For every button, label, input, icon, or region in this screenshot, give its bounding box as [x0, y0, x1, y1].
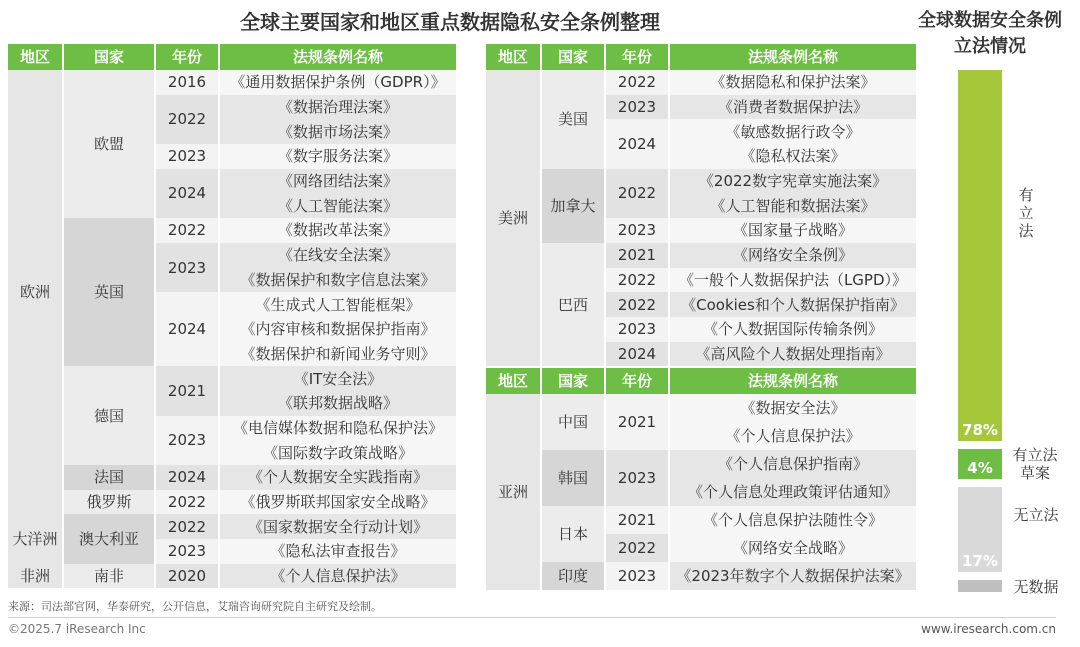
law-cell: 《2022数字宪章实施法案》 — [670, 169, 916, 194]
year-cell: 2023 — [156, 539, 218, 564]
year-cell: 2016 — [156, 70, 218, 95]
law-cell: 《网络团结法案》 — [220, 169, 456, 194]
header-year: 年份 — [606, 44, 668, 70]
bar-segment-legislated — [958, 70, 1002, 441]
region-cell: 非洲 — [8, 564, 62, 589]
country-cell: 南非 — [64, 564, 154, 589]
country-cell: 巴西 — [542, 243, 604, 366]
year-cell: 2023 — [606, 95, 668, 120]
year-cell: 2023 — [156, 416, 218, 465]
law-cell: 《个人信息保护法随性令》 — [670, 506, 916, 534]
law-cell: 《消费者数据保护法》 — [670, 95, 916, 120]
region-cell: 欧洲 — [8, 70, 62, 514]
country-cell: 德国 — [64, 366, 154, 465]
law-cell: 《人工智能法案》 — [220, 193, 456, 218]
bar-value-label: 78% — [962, 421, 998, 440]
law-cell: 《国际数字政策战略》 — [220, 440, 456, 465]
year-cell: 2022 — [606, 268, 668, 293]
law-cell: 《隐私权法案》 — [670, 144, 916, 169]
year-cell: 2022 — [156, 490, 218, 515]
country-cell: 中国 — [542, 394, 604, 450]
header-law: 法规条例名称 — [220, 44, 456, 70]
year-cell: 2024 — [606, 119, 668, 168]
country-cell: 加拿大 — [542, 169, 604, 243]
law-cell: 《数据改革法案》 — [220, 218, 456, 243]
right-bottom-table — [486, 368, 916, 590]
header-year: 年份 — [156, 44, 218, 70]
year-cell: 2022 — [606, 292, 668, 317]
country-cell: 俄罗斯 — [64, 490, 154, 515]
year-cell: 2021 — [156, 366, 218, 415]
law-cell: 《数据保护和数字信息法案》 — [220, 268, 456, 293]
law-cell: 《俄罗斯联邦国家安全战略》 — [220, 490, 456, 515]
bar-segment-no-data — [958, 580, 1002, 592]
law-cell: 《在线安全法案》 — [220, 243, 456, 268]
country-cell: 法国 — [64, 465, 154, 490]
copyright: ©2025.7 iResearch Inc — [8, 622, 146, 636]
law-cell: 《数据保护和新闻业务守则》 — [220, 342, 456, 367]
law-cell: 《通用数据保护条例（GDPR）》 — [220, 70, 456, 95]
bar-label-legislated: 有立法 — [1018, 186, 1034, 240]
year-cell: 2023 — [156, 243, 218, 292]
left-table — [8, 44, 456, 588]
side-chart-title: 全球数据安全条例立法情况 — [918, 10, 1062, 57]
year-cell: 2021 — [606, 506, 668, 534]
law-cell: 《电信媒体数据和隐私保护法》 — [220, 416, 456, 441]
year-cell: 2023 — [606, 562, 668, 590]
source-note: 来源：司法部官网，华泰研究，公开信息，艾瑞咨询研究院自主研究及绘制。 — [8, 600, 382, 613]
law-cell: 《一般个人数据保护法（LGPD）》 — [670, 268, 916, 293]
law-cell: 《2023年数字个人数据保护法案》 — [670, 562, 916, 590]
law-cell: 《个人信息保护指南》 — [670, 450, 916, 478]
year-cell: 2022 — [606, 169, 668, 218]
law-cell: 《IT安全法》 — [220, 366, 456, 391]
country-cell: 英国 — [64, 218, 154, 366]
law-cell: 《联邦数据战略》 — [220, 391, 456, 416]
country-cell: 日本 — [542, 506, 604, 562]
country-cell: 欧盟 — [64, 70, 154, 218]
law-cell: 《个人数据国际传输条例》 — [670, 317, 916, 342]
year-cell: 2022 — [156, 218, 218, 243]
year-cell: 2023 — [156, 144, 218, 169]
law-cell: 《网络安全条例》 — [670, 243, 916, 268]
law-cell: 《国家数据安全行动计划》 — [220, 514, 456, 539]
law-cell: 《数据隐私和保护法案》 — [670, 70, 916, 95]
law-cell: 《网络安全战略》 — [670, 534, 916, 562]
site-url: www.iresearch.com.cn — [921, 622, 1056, 636]
law-cell: 《国家量子战略》 — [670, 218, 916, 243]
year-cell: 2023 — [606, 317, 668, 342]
header-region: 地区 — [8, 44, 62, 70]
year-cell: 2020 — [156, 564, 218, 589]
country-cell: 美国 — [542, 70, 604, 169]
bar-value-label: 17% — [962, 551, 998, 570]
law-cell: 《Cookies和个人数据保护指南》 — [670, 292, 916, 317]
law-cell: 《个人信息处理政策评估通知》 — [670, 478, 916, 506]
year-cell: 2021 — [606, 243, 668, 268]
right-top-table — [486, 44, 916, 366]
law-cell: 《数据市场法案》 — [220, 119, 456, 144]
law-cell: 《个人信息保护法》 — [220, 564, 456, 589]
year-cell: 2023 — [606, 450, 668, 506]
law-cell: 《个人数据安全实践指南》 — [220, 465, 456, 490]
year-cell: 2022 — [156, 514, 218, 539]
law-cell: 《个人信息保护法》 — [670, 422, 916, 450]
region-cell: 美洲 — [486, 70, 540, 366]
legislation-bar — [958, 70, 1002, 592]
law-cell: 《数据治理法案》 — [220, 95, 456, 120]
year-cell: 2021 — [606, 394, 668, 450]
bar-segment-none — [958, 487, 1002, 572]
law-cell: 《人工智能和数据法案》 — [670, 193, 916, 218]
law-cell: 《内容审核和数据保护指南》 — [220, 317, 456, 342]
bar-label-no-data: 无数据 — [1013, 578, 1059, 596]
law-cell: 《隐私法审查报告》 — [220, 539, 456, 564]
year-cell: 2022 — [156, 95, 218, 144]
header-country: 国家 — [542, 368, 604, 394]
law-cell: 《生成式人工智能框架》 — [220, 292, 456, 317]
bar-label-none: 无立法 — [1013, 506, 1059, 524]
footer-divider — [8, 617, 1056, 618]
header-year: 年份 — [606, 368, 668, 394]
year-cell: 2022 — [606, 70, 668, 95]
header-country: 国家 — [542, 44, 604, 70]
law-cell: 《数据安全法》 — [670, 394, 916, 422]
bar-label-draft: 有立法草案 — [1012, 446, 1058, 482]
country-cell: 韩国 — [542, 450, 604, 506]
header-region: 地区 — [486, 368, 540, 394]
country-cell: 澳大利亚 — [64, 514, 154, 563]
bar-segment-draft — [958, 449, 1002, 479]
year-cell: 2022 — [606, 534, 668, 562]
year-cell: 2024 — [156, 292, 218, 366]
header-law: 法规条例名称 — [670, 368, 916, 394]
year-cell: 2023 — [606, 218, 668, 243]
header-region: 地区 — [486, 44, 540, 70]
header-law: 法规条例名称 — [670, 44, 916, 70]
year-cell: 2024 — [156, 465, 218, 490]
year-cell: 2024 — [156, 169, 218, 218]
region-cell: 大洋洲 — [8, 514, 62, 563]
page-title: 全球主要国家和地区重点数据隐私安全条例整理 — [240, 10, 660, 34]
year-cell: 2024 — [606, 342, 668, 367]
law-cell: 《高风险个人数据处理指南》 — [670, 342, 916, 367]
bar-value-label: 4% — [967, 459, 993, 478]
header-country: 国家 — [64, 44, 154, 70]
law-cell: 《敏感数据行政令》 — [670, 119, 916, 144]
country-cell: 印度 — [542, 562, 604, 590]
law-cell: 《数字服务法案》 — [220, 144, 456, 169]
region-cell: 亚洲 — [486, 394, 540, 590]
